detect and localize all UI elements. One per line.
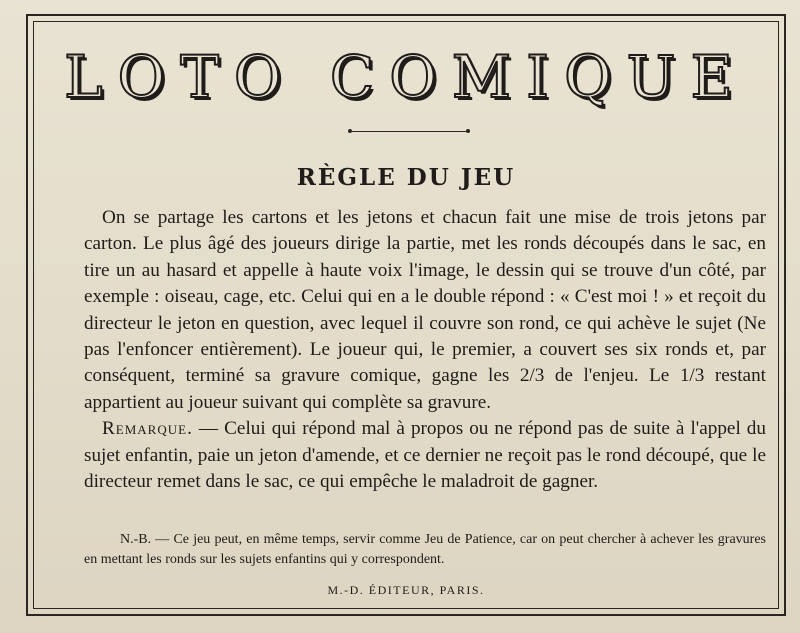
remark-paragraph — [84, 416, 766, 495]
page-title: LOTO COMIQUE — [64, 43, 748, 111]
remark-label: Remarque. — [102, 418, 193, 440]
divider-right-dot — [466, 129, 470, 133]
rules-paragraph: On se partage les cartons et les jetons et chacun fait une mise de trois jetons par carton. Le plus âgé des joueurs dirige la partie, met les ronds découpés dans le sac, en tire un au hasard et appelle à haute voix l'image, le dessin qui se trouve d'un côté, par exemple : oiseau, cage, etc. Celui qui en a le double répond : « C'est moi ! » et reçoit du directeur le jeton en question, avec lequel il couvre son rond, ce qui achève le sujet (Ne pas l'enfoncer entièrement). Le joueur qui, le premier, a couvert ses six ronds et, par conséquent, terminé sa gravure comique, gagne les 2/3 de l'enjeu. Le 1/3 restant appartient au joueur suivant qui complète sa gravure. — [84, 207, 766, 413]
footnote-text: N.-B. — Ce jeu peut, en même temps, servir comme Jeu de Patience, car on peut chercher à achever les gravures en mettant les ronds sur les sujets enfantins qui y correspondent. — [84, 532, 766, 567]
rules-body — [84, 205, 766, 495]
footnote — [84, 530, 766, 570]
rules-heading: RÈGLE DU JEU — [296, 164, 516, 191]
remark-text: — Celui qui répond mal à propos ou ne répond pas de suite à l'appel du sujet enfantin, paie un jeton d'amende, et ce dernier ne reçoit pas le rond découpé, que le directeur remet dans le sac, ce qui empêche le maladroit de gagner. — [84, 418, 766, 493]
divider-left-dot — [348, 129, 352, 133]
title-divider — [352, 131, 466, 132]
publisher-imprint: M.-D. ÉDITEUR, PARIS. — [327, 583, 485, 597]
